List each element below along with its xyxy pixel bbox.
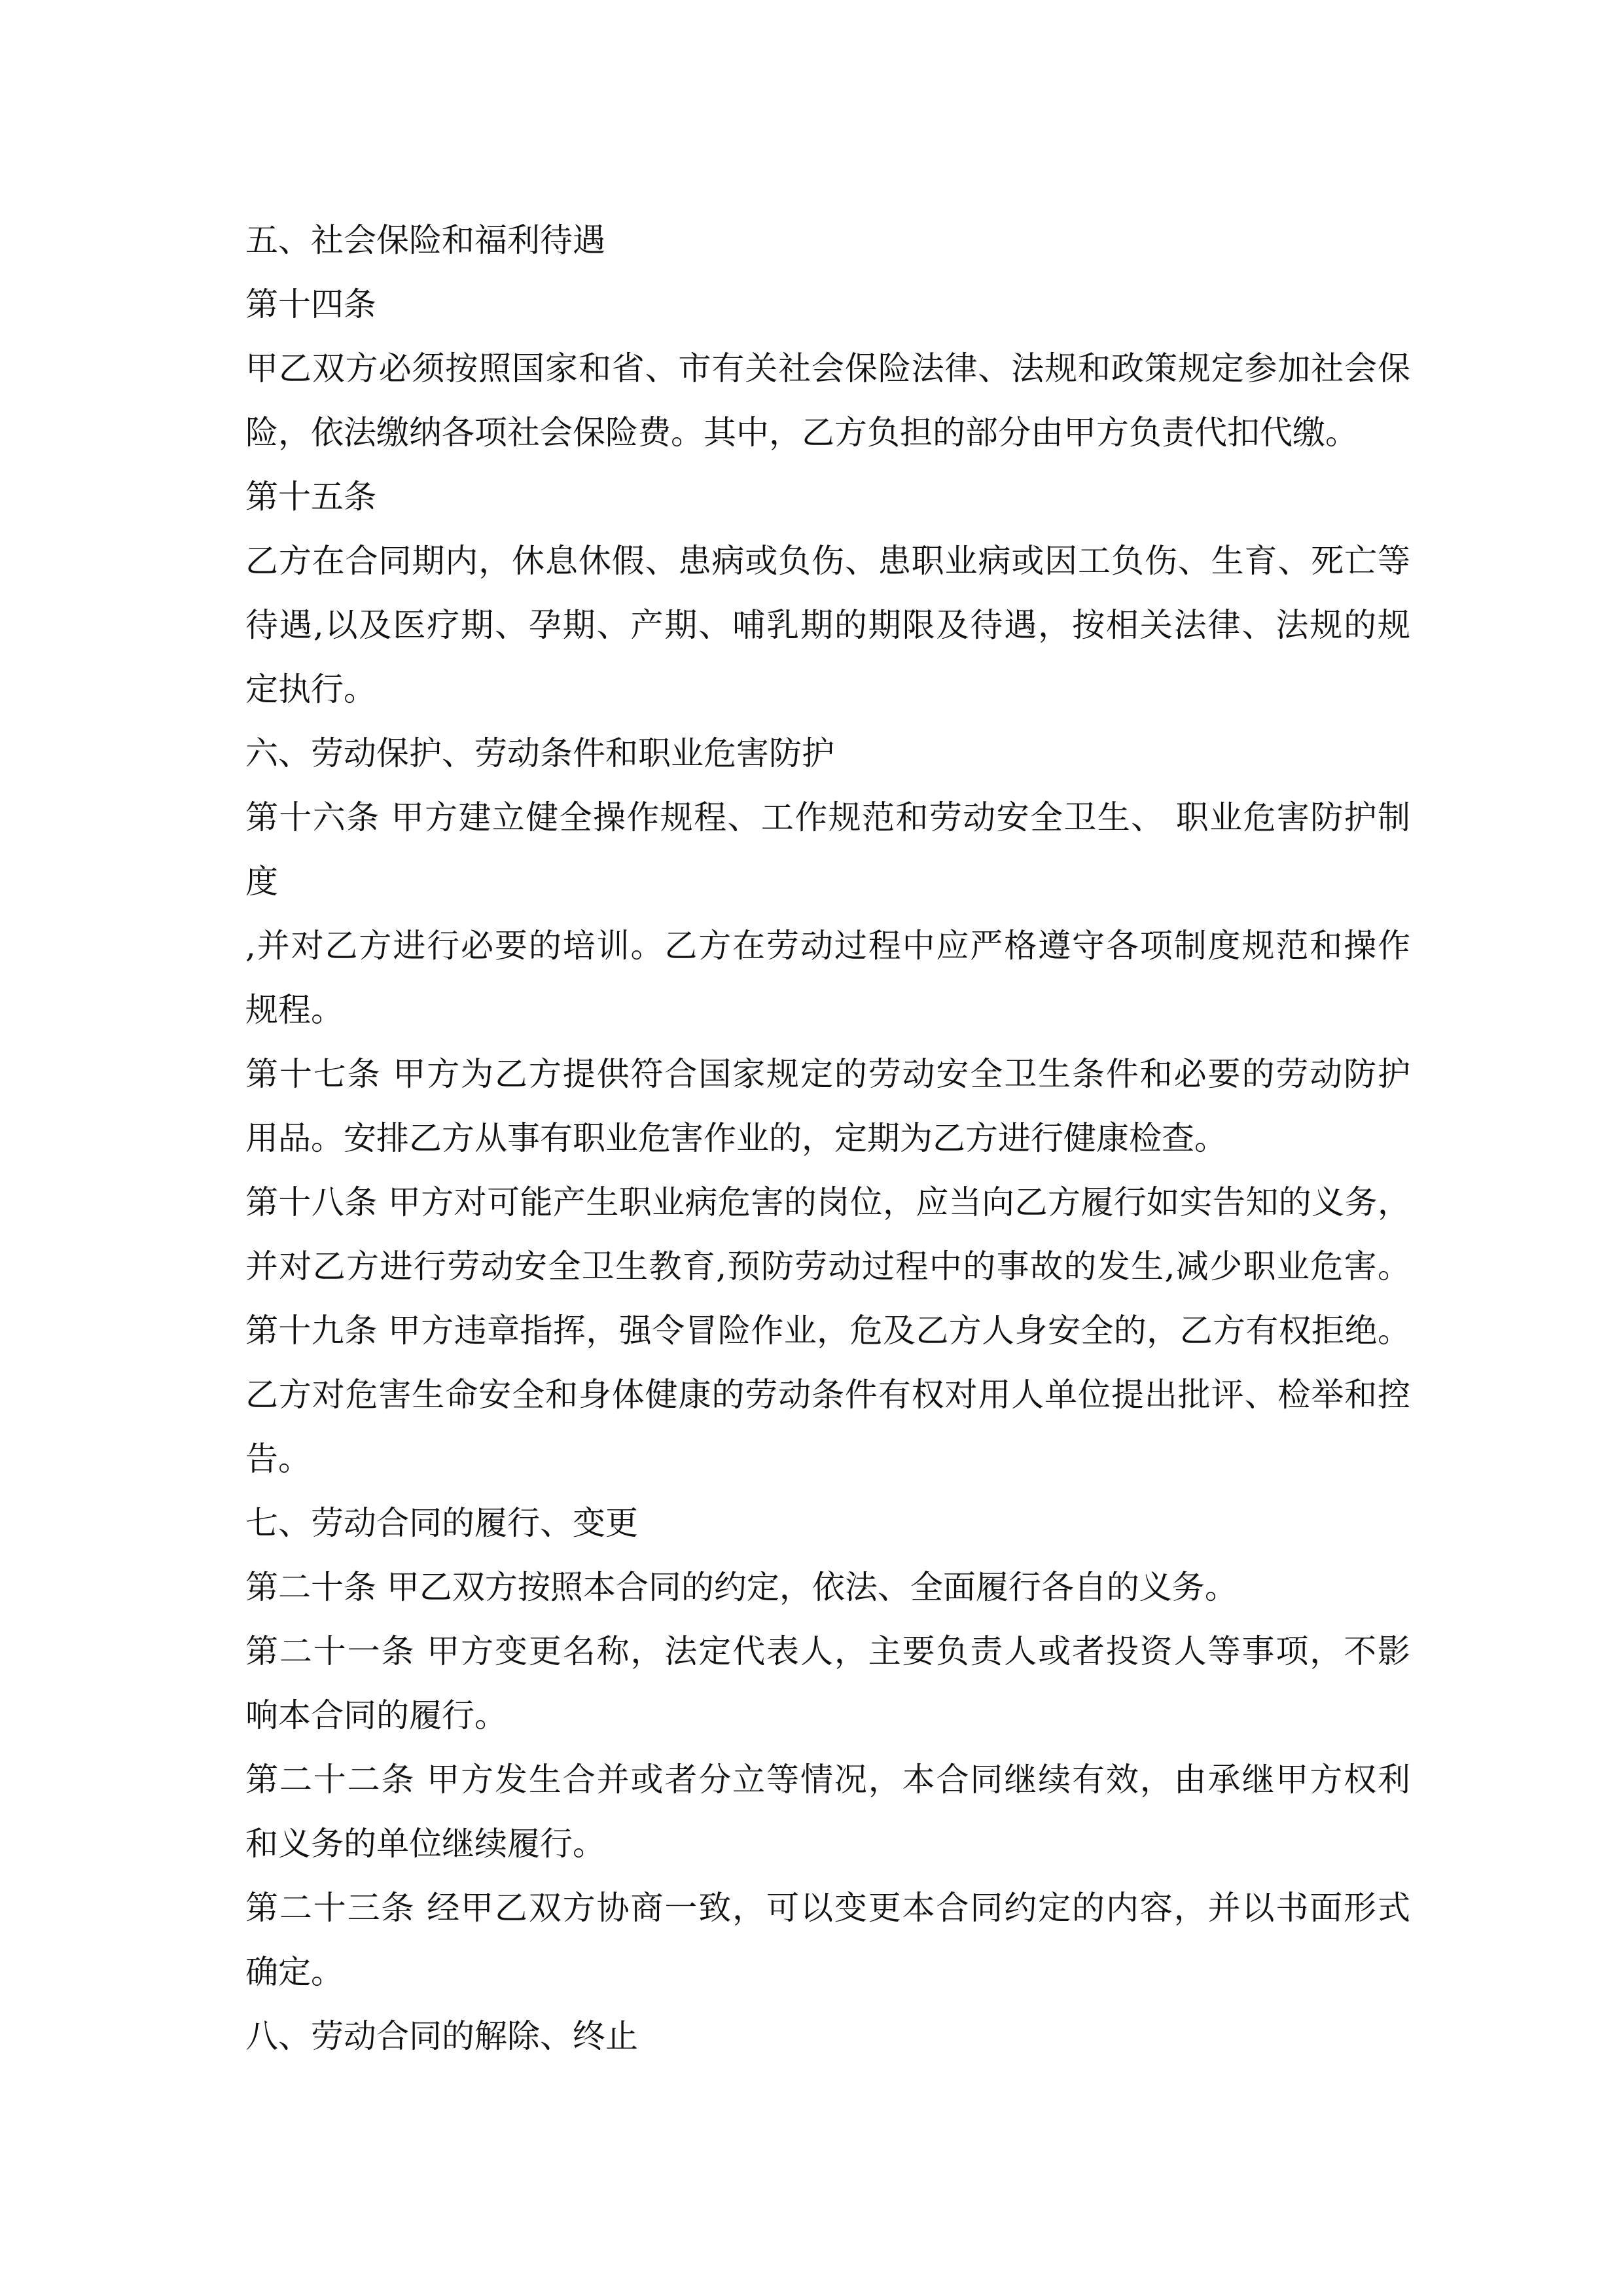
paragraph-line: 和义务的单位继续履行。 <box>245 1825 605 1863</box>
paragraph-line: 乙方对危害生命安全和身体健康的劳动条件有权对用人单位提出批评、检举和控 <box>245 1376 1410 1414</box>
section-heading-contract-termination: 八、劳动合同的解除、终止 <box>245 2017 638 2055</box>
paragraph-line: 第二十条 甲乙双方按照本合同的约定，依法、全面履行各自的义务。 <box>245 1568 1238 1606</box>
paragraph-line: 用品。安排乙方从事有职业危害作业的，定期为乙方进行健康检查。 <box>245 1119 1227 1157</box>
paragraph-line: 告。 <box>245 1440 311 1478</box>
section-heading-contract-performance: 七、劳动合同的履行、变更 <box>245 1504 638 1542</box>
paragraph-line: 第十八条 甲方对可能产生职业病危害的岗位，应当向乙方履行如实告知的义务， <box>245 1183 1410 1221</box>
paragraph-line: 第二十一条 甲方变更名称，法定代表人，主要负责人或者投资人等事项，不影 <box>245 1632 1410 1670</box>
paragraph-line: 险，依法缴纳各项社会保险费。其中，乙方负担的部分由甲方负责代扣代缴。 <box>245 414 1358 452</box>
section-heading-social-insurance: 五、社会保险和福利待遇 <box>245 221 605 259</box>
article-14-heading: 第十四条 <box>245 285 376 323</box>
paragraph-line: 响本合同的履行。 <box>245 1696 507 1734</box>
paragraph-line: 第二十二条 甲方发生合并或者分立等情况，本合同继续有效，由承继甲方权利 <box>245 1761 1410 1799</box>
paragraph-line: 规程。 <box>245 991 344 1029</box>
paragraph-line: 度 <box>245 863 278 901</box>
paragraph-line: 第十九条 甲方违章指挥，强令冒险作业，危及乙方人身安全的，乙方有权拒绝。 <box>245 1312 1410 1350</box>
paragraph-line: 甲乙双方必须按照国家和省、市有关社会保险法律、法规和政策规定参加社会保 <box>245 350 1410 387</box>
paragraph-line: ,并对乙方进行必要的培训。乙方在劳动过程中应严格遵守各项制度规范和操作 <box>245 927 1410 965</box>
paragraph-line: 第十六条 甲方建立健全操作规程、工作规范和劳动安全卫生、 职业危害防护制 <box>245 798 1410 836</box>
paragraph-line: 定执行。 <box>245 670 376 708</box>
paragraph-line: 乙方在合同期内，休息休假、患病或负伤、患职业病或因工负伤、生育、死亡等 <box>245 542 1410 580</box>
paragraph-line: 并对乙方进行劳动安全卫生教育,预防劳动过程中的事故的发生,减少职业危害。 <box>245 1247 1410 1285</box>
paragraph-line: 确定。 <box>245 1953 344 1991</box>
paragraph-line: 待遇,以及医疗期、孕期、产期、哺乳期的期限及待遇，按相关法律、法规的规 <box>245 606 1410 644</box>
section-heading-labor-protection: 六、劳动保护、劳动条件和职业危害防护 <box>245 734 834 772</box>
paragraph-line: 第十七条 甲方为乙方提供符合国家规定的劳动安全卫生条件和必要的劳动防护 <box>245 1055 1410 1093</box>
paragraph-line: 第二十三条 经甲乙双方协商一致，可以变更本合同约定的内容，并以书面形式 <box>245 1889 1410 1927</box>
article-15-heading: 第十五条 <box>245 478 376 516</box>
